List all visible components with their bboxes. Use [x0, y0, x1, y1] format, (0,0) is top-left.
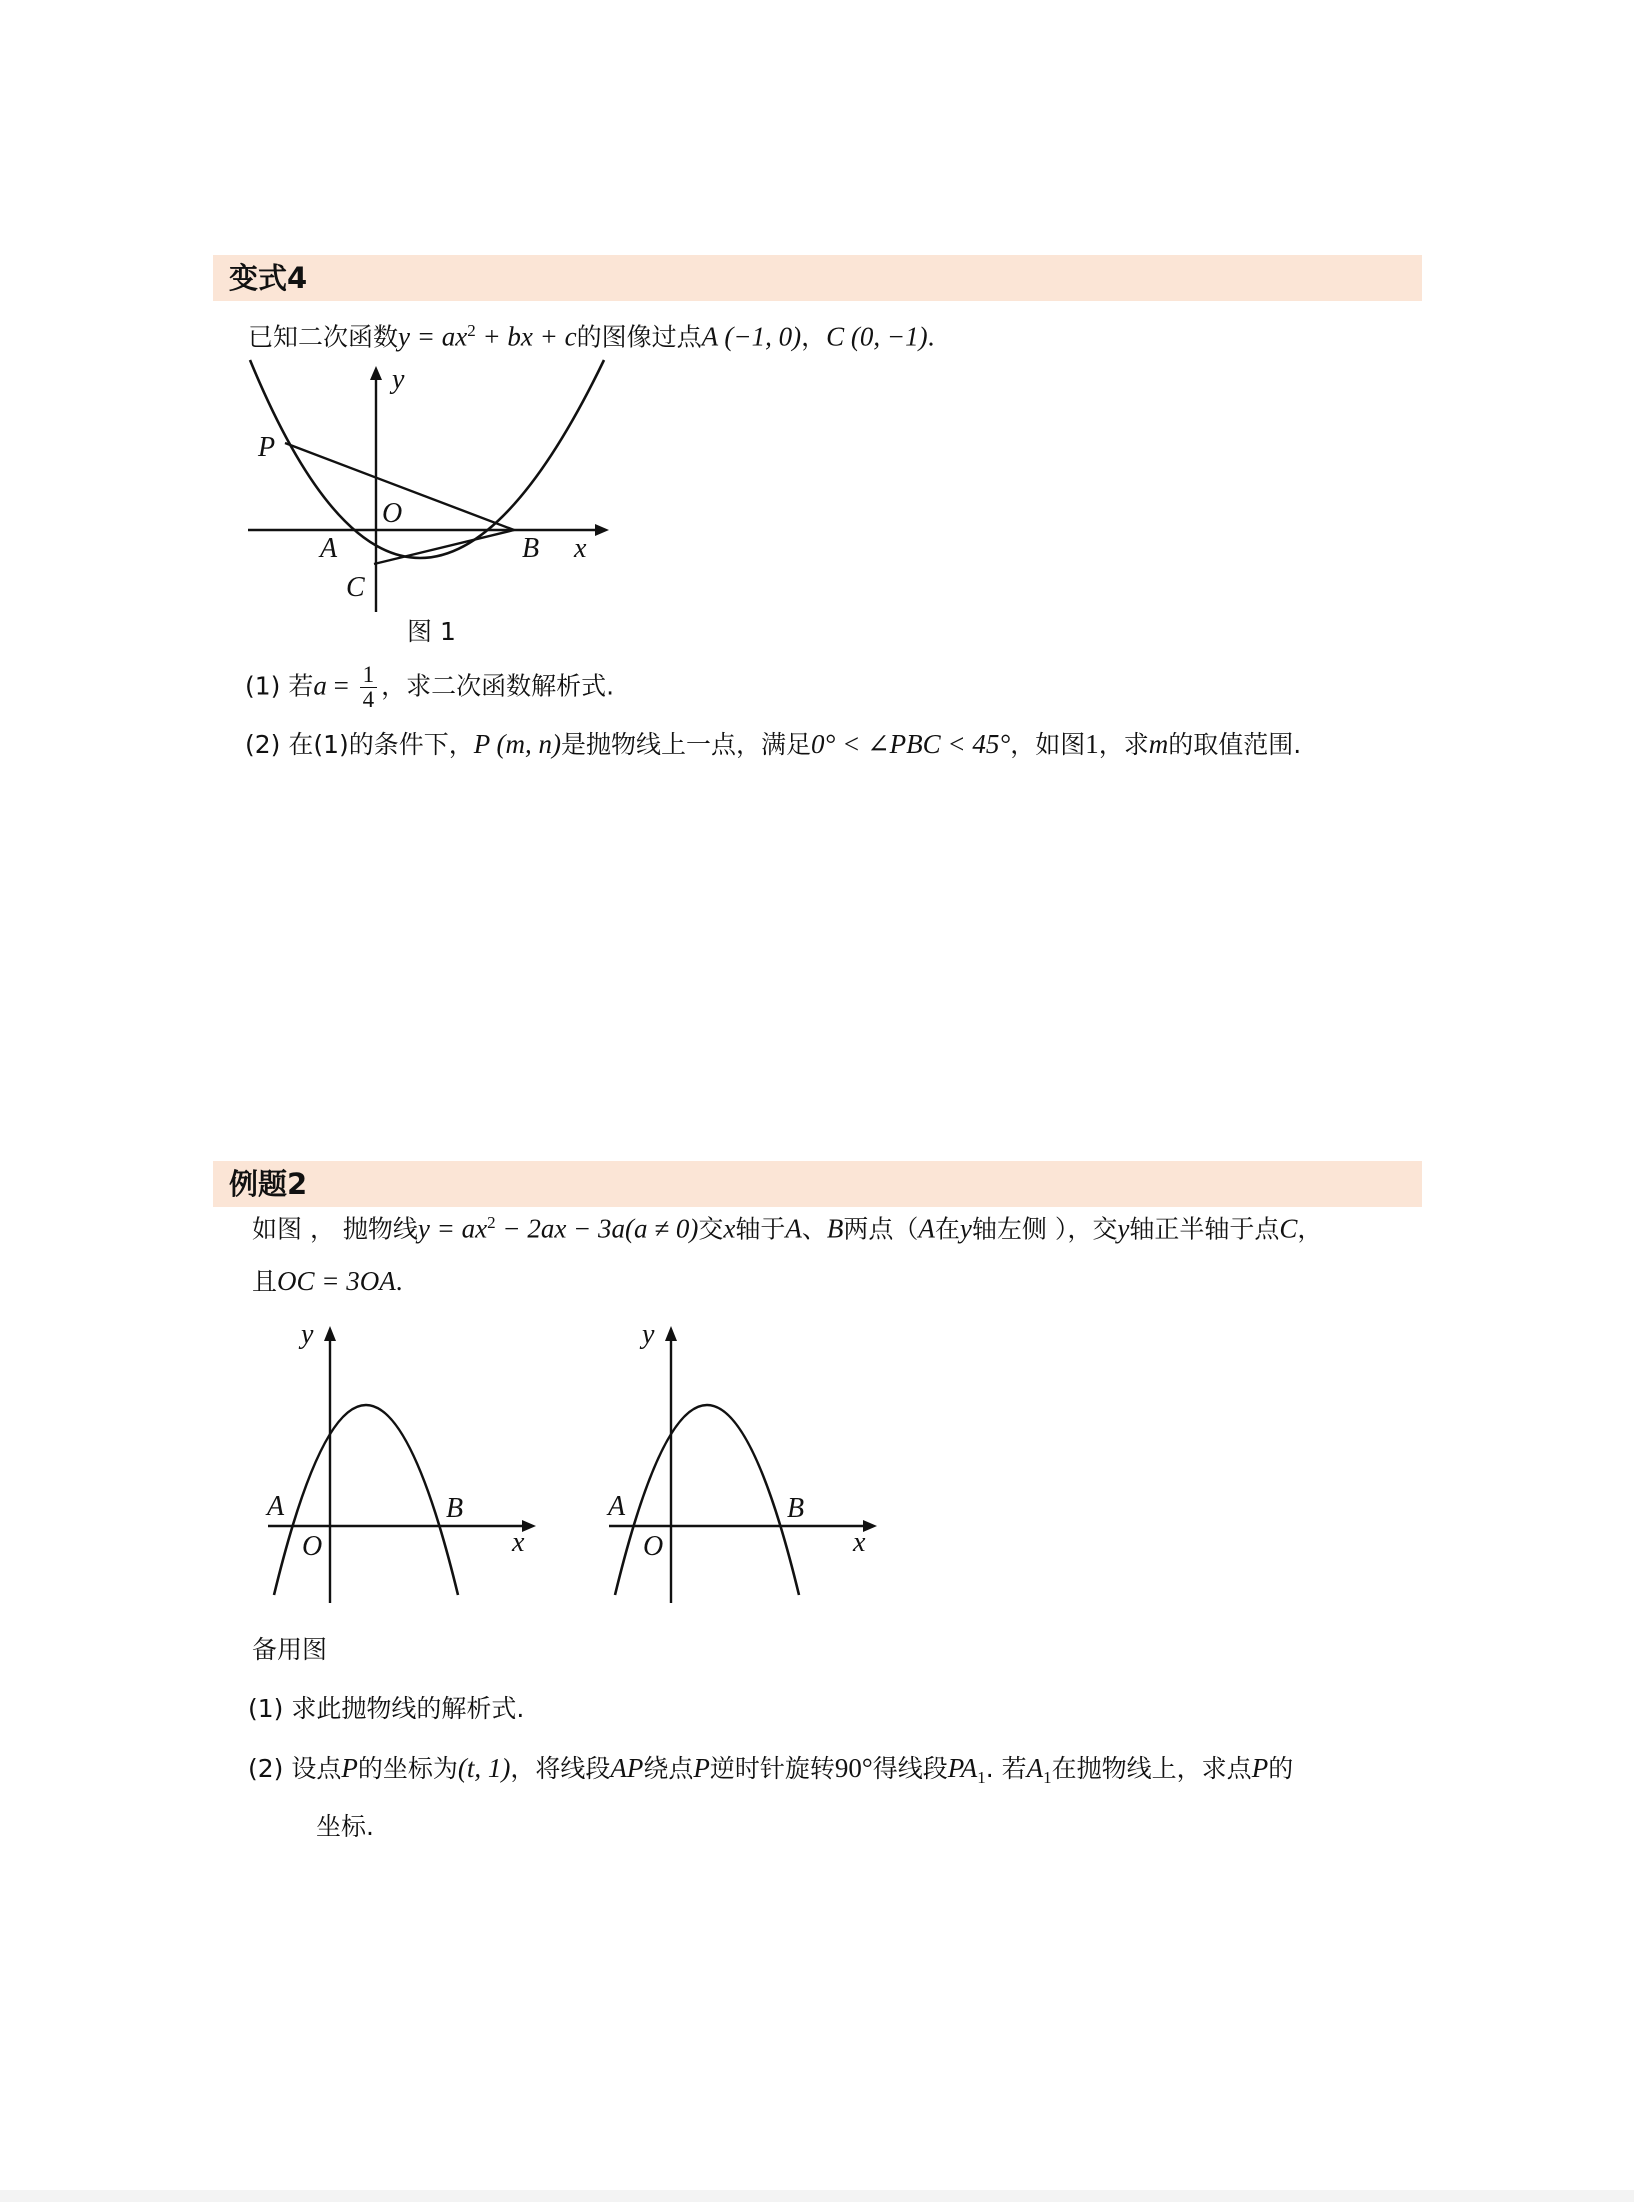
fig-main-label-a: A [267, 1491, 285, 1522]
q2-condition: 0° < ∠PBC < 45° [811, 729, 1011, 759]
point-c: C (0, −1) [826, 321, 928, 352]
example2-question-1: (1) 求此抛物线的解析式. [248, 1694, 525, 1723]
q2-m: m [1148, 729, 1169, 759]
q1-suffix: ，求二次函数解析式. [381, 671, 615, 701]
ex2-line2-equation: OC = 3OA [277, 1266, 396, 1296]
ex2-line1-y2: y [1117, 1213, 1130, 1244]
ex2-q2-g: 在抛物线上，求点 [1051, 1754, 1252, 1783]
ex2-q2-coord: (t, 1) [457, 1753, 511, 1783]
q1-fraction-numerator: 1 [360, 663, 378, 688]
example2-statement-line2 [252, 1264, 402, 1299]
ex2-equation-exponent: 2 [487, 1213, 496, 1232]
spare-figure-caption: 备用图 [252, 1635, 328, 1664]
ex2-line2-period: . [395, 1266, 403, 1296]
example2-question-2 [248, 1751, 1293, 1795]
figure-1-parabola-diagram [240, 350, 620, 650]
ex2-q2-a: 的坐标为 [357, 1754, 458, 1783]
ex2-q2-AP: AP [610, 1753, 644, 1783]
y-axis-arrow-icon [665, 1326, 677, 1341]
example2-question-2-line2: 坐标. [316, 1812, 374, 1841]
fig-main-label-y: y [301, 1319, 314, 1350]
q1-fraction [360, 663, 378, 712]
ex2-line1-b: 交 [698, 1214, 724, 1244]
ex2-line1-A2: A [918, 1213, 935, 1244]
point-a: A (−1, 0) [701, 321, 802, 352]
fig-spare-label-x: x [853, 1527, 866, 1558]
q2-mid2: ，如图 [1010, 730, 1086, 759]
ex2-q2-A1-sub: 1 [1043, 1768, 1052, 1787]
q2-figure-ref: 1 [1085, 729, 1099, 759]
ex2-line1-d: 、 [801, 1214, 827, 1244]
fig-spare-label-a: A [608, 1491, 626, 1522]
q1-variable: a [313, 670, 327, 701]
intro-equation-exponent: 2 [467, 321, 476, 340]
ex2-line1-f: 在 [934, 1214, 960, 1244]
example2-statement-line1 [252, 1206, 1322, 1246]
fig-spare-label-y: y [642, 1319, 655, 1350]
q1-fraction-denominator: 4 [362, 687, 375, 712]
parabola-curve [615, 1405, 799, 1595]
ex2-q2-angle: 90° [834, 1753, 873, 1783]
ex2-q2-P2: P [693, 1753, 710, 1783]
ex2-q2-d: 逆时针旋转 [709, 1754, 835, 1783]
q1-equals: = [326, 670, 356, 701]
intro-text: 已知二次函数 [248, 322, 399, 352]
figure1-label-x: x [574, 533, 587, 564]
figure1-label-b: B [522, 533, 540, 564]
section-heading-example2: 例题2 [213, 1161, 1422, 1207]
ex2-q2-P: P [341, 1753, 358, 1783]
section-heading-variant4: 变式4 [213, 255, 1422, 301]
ex2-line1-i: ， [1297, 1214, 1323, 1244]
ex2-line1-e: 两点（ [843, 1214, 919, 1244]
ex2-line1-g: 轴左侧 ），交 [971, 1214, 1118, 1244]
figure1-label-a: A [320, 533, 338, 564]
ex2-q2-f: . 若 [985, 1754, 1027, 1783]
ex2-line1-B: B [826, 1213, 844, 1244]
q2-mid3: ，求 [1098, 730, 1149, 759]
example2-figure-main [262, 1315, 542, 1610]
ex2-q2-PA: PA [947, 1753, 978, 1783]
ex2-line1-y: y [959, 1213, 972, 1244]
y-axis-arrow-icon [324, 1326, 336, 1341]
q2-mid: 是抛物线上一点，满足 [561, 730, 812, 759]
ex2-q2-P3: P [1251, 1753, 1269, 1783]
ex2-equation: y = ax [417, 1213, 488, 1244]
variant4-question-1 [245, 663, 614, 712]
figure1-label-y: y [392, 364, 405, 395]
fig-spare-label-o: O [643, 1531, 664, 1562]
variant4-question-2 [245, 727, 1301, 762]
figure1-label-p: P [258, 432, 276, 463]
parabola-curve [274, 1405, 458, 1595]
ex2-q2-e: 得线段 [872, 1754, 948, 1783]
period: . [927, 321, 935, 352]
fig-main-label-b: B [446, 1493, 464, 1524]
ex2-line1-c: 轴于 [735, 1214, 786, 1244]
ex2-q2-c: 绕点 [643, 1754, 694, 1783]
y-axis-arrow-icon [370, 366, 382, 380]
figure1-caption: 图 1 [407, 617, 456, 646]
q2-point: P (m, n) [473, 729, 562, 759]
ex2-q2-h: 的 [1268, 1754, 1294, 1783]
variant4-intro [248, 314, 934, 354]
ex2-line1-a: 如图 ， 抛物线 [252, 1214, 418, 1244]
ex2-line1-h: 轴正半轴于点 [1129, 1214, 1280, 1244]
comma: ， [801, 322, 827, 352]
segment-cb [374, 530, 514, 564]
ex2-q2-PA-sub: 1 [977, 1768, 986, 1787]
q1-prefix: (1) 若 [245, 671, 314, 701]
page-bottom-band [0, 2190, 1634, 2202]
ex2-q2-b: ，将线段 [510, 1754, 611, 1783]
ex2-line2-a: 且 [252, 1267, 278, 1296]
example2-figure-spare [603, 1315, 883, 1610]
fig-spare-label-b: B [787, 1493, 805, 1524]
parabola-curve [250, 360, 604, 558]
x-axis-arrow-icon [595, 524, 609, 536]
intro-equation: y = ax [398, 321, 468, 352]
fig-main-label-o: O [302, 1531, 323, 1562]
fig-main-label-x: x [512, 1527, 525, 1558]
ex2-line1-A: A [785, 1213, 802, 1244]
ex2-line1-x: x [723, 1213, 736, 1244]
ex2-equation-rest: − 2ax − 3a(a ≠ 0) [495, 1213, 699, 1244]
ex2-q2-A1: A [1026, 1753, 1044, 1783]
figure1-label-o: O [382, 498, 403, 529]
ex2-q2-prefix: (2) 设点 [248, 1754, 342, 1783]
ex2-line1-C: C [1279, 1213, 1298, 1244]
q2-suffix: 的取值范围. [1168, 730, 1302, 759]
q2-prefix: (2) 在(1)的条件下， [245, 730, 474, 759]
intro-text-2: 的图像过点 [576, 322, 702, 352]
intro-equation-rest: + bx + c [475, 321, 577, 352]
figure1-label-c: C [346, 572, 365, 603]
